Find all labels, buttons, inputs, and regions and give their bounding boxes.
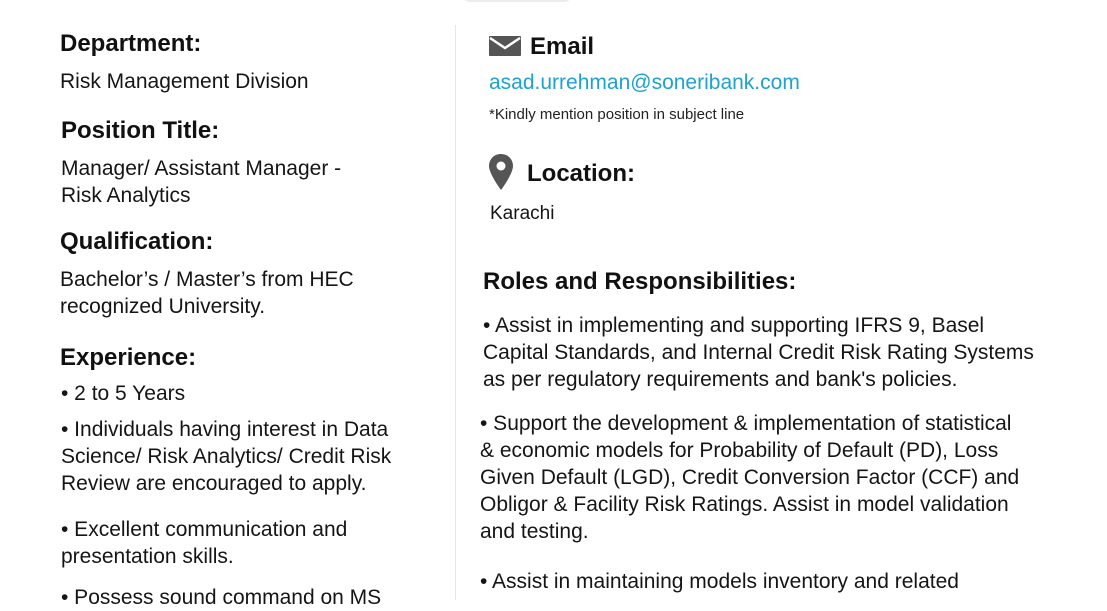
experience-heading: Experience:	[60, 344, 197, 371]
qualification-line: recognized University.	[60, 295, 266, 318]
email-heading: Email	[530, 33, 595, 60]
column-divider	[455, 25, 456, 600]
experience-line: presentation skills.	[61, 545, 234, 568]
roles-line: as per regulatory requirements and bank's policies.	[483, 368, 958, 391]
roles-line: • Assist in implementing and supporting IFRS 9, Basel	[483, 314, 985, 337]
roles-bullet-models	[480, 410, 1019, 545]
position-line: Risk Analytics	[61, 184, 191, 207]
top-tab-shadow	[462, 0, 572, 2]
roles-line: Obligor & Facility Risk Ratings. Assist in model validation	[480, 493, 1009, 516]
roles-bullet-inventory: • Assist in maintaining models inventory and related	[480, 570, 959, 593]
experience-line: • Individuals having interest in Data	[61, 418, 389, 441]
position-title-value	[61, 155, 341, 209]
experience-line: • Excellent communication and	[61, 518, 348, 541]
roles-line: • Support the development & implementation of statistical	[480, 412, 1012, 435]
qualification-line: Bachelor’s / Master’s from HEC	[60, 268, 354, 291]
roles-line: & economic models for Probability of Default (PD), Loss	[480, 439, 999, 462]
experience-bullet-ms: • Possess sound command on MS	[61, 586, 382, 609]
roles-bullet-ifrs	[483, 312, 1034, 393]
qualification-value	[60, 266, 354, 320]
roles-line: and testing.	[480, 520, 589, 543]
roles-line: Capital Standards, and Internal Credit Risk Rating Systems	[483, 341, 1034, 364]
roles-heading: Roles and Responsibilities:	[483, 268, 797, 295]
email-address-link[interactable]: asad.urrehman@soneribank.com	[489, 71, 800, 94]
location-heading: Location:	[527, 160, 635, 187]
experience-bullet-communication	[61, 516, 347, 570]
experience-bullet-interest	[61, 416, 391, 497]
experience-line: Science/ Risk Analytics/ Credit Risk	[61, 445, 392, 468]
position-title-heading: Position Title:	[61, 117, 220, 144]
qualification-heading: Qualification:	[60, 228, 214, 255]
map-pin-icon	[489, 154, 513, 195]
envelope-icon	[489, 36, 521, 61]
roles-line: Given Default (LGD), Credit Conversion Factor (CCF) and	[480, 466, 1020, 489]
department-heading: Department:	[60, 30, 202, 57]
location-value: Karachi	[490, 203, 555, 224]
experience-line: Review are encouraged to apply.	[61, 472, 367, 495]
email-note: *Kindly mention position in subject line	[489, 106, 745, 123]
position-line: Manager/ Assistant Manager -	[61, 157, 342, 180]
experience-bullet-years: • 2 to 5 Years	[61, 382, 186, 405]
department-value: Risk Management Division	[60, 70, 309, 93]
